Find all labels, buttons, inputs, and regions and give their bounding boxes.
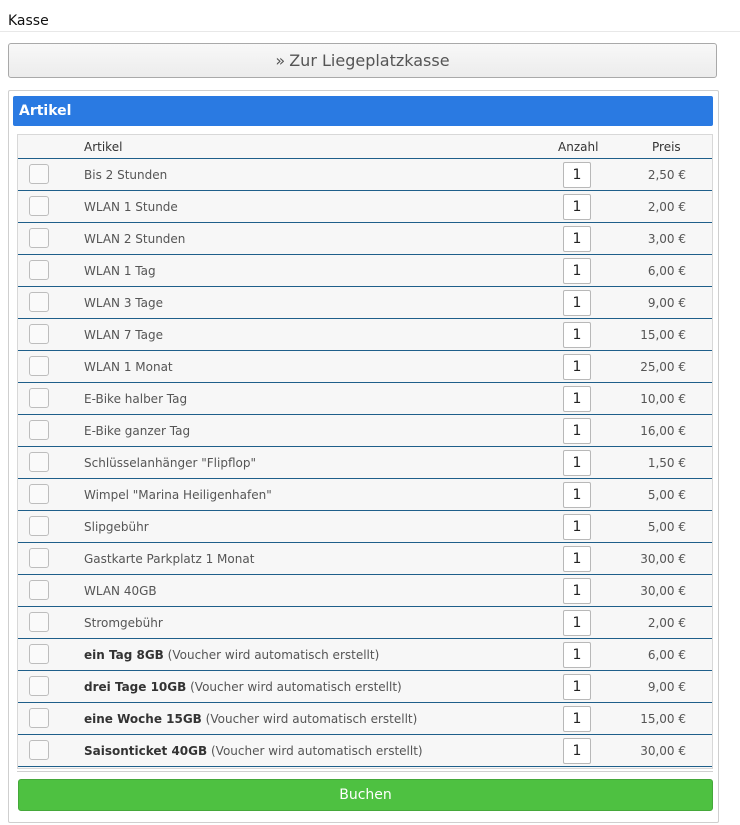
- row-select-checkbox[interactable]: [29, 228, 49, 248]
- table-row: [18, 511, 712, 543]
- table-row: [18, 223, 712, 255]
- table-header: [18, 135, 712, 159]
- table-row: [18, 479, 712, 511]
- table-body: [18, 159, 712, 767]
- row-quantity-input[interactable]: [563, 546, 591, 572]
- row-quantity-input[interactable]: [563, 706, 591, 732]
- row-quantity-input[interactable]: [563, 578, 591, 604]
- row-price: 9,00 €: [647, 680, 686, 694]
- row-article-name: Wimpel "Marina Heiligenhafen": [84, 488, 272, 502]
- row-price: 15,00 €: [640, 328, 686, 342]
- row-article-detail: (Voucher wird automatisch erstellt): [205, 712, 418, 726]
- row-price: 9,00 €: [647, 296, 686, 310]
- row-select-checkbox[interactable]: [29, 452, 49, 472]
- row-article-name: [84, 648, 379, 662]
- row-price: 30,00 €: [640, 584, 686, 598]
- row-article-name: [84, 712, 417, 726]
- row-price: 30,00 €: [640, 744, 686, 758]
- row-select-checkbox[interactable]: [29, 196, 49, 216]
- row-article-name: Gastkarte Parkplatz 1 Monat: [84, 552, 255, 566]
- row-article-name: WLAN 2 Stunden: [84, 232, 186, 246]
- heading-divider: [0, 31, 740, 32]
- table-row: [18, 543, 712, 575]
- row-select-checkbox[interactable]: [29, 164, 49, 184]
- table-row: [18, 447, 712, 479]
- panel-title: Artikel: [13, 96, 713, 126]
- row-quantity-input[interactable]: [563, 386, 591, 412]
- row-select-checkbox[interactable]: [29, 388, 49, 408]
- row-price: 5,00 €: [647, 520, 686, 534]
- row-quantity-input[interactable]: [563, 738, 591, 764]
- row-article-name: WLAN 1 Tag: [84, 264, 156, 278]
- row-quantity-input[interactable]: [563, 354, 591, 380]
- row-select-checkbox[interactable]: [29, 356, 49, 376]
- row-article-name: Bis 2 Stunden: [84, 168, 168, 182]
- table-row: [18, 319, 712, 351]
- liegeplatzkasse-label: Zur Liegeplatzkasse: [289, 51, 450, 70]
- table-row: [18, 607, 712, 639]
- column-header-preis: Preis: [652, 140, 681, 154]
- row-select-checkbox[interactable]: [29, 580, 49, 600]
- row-select-checkbox[interactable]: [29, 420, 49, 440]
- row-quantity-input[interactable]: [563, 226, 591, 252]
- row-article-title: eine Woche 15GB: [84, 712, 202, 726]
- row-article-detail: (Voucher wird automatisch erstellt): [210, 744, 423, 758]
- buchen-button[interactable]: Buchen: [18, 779, 713, 811]
- table-row: [18, 351, 712, 383]
- table-row: [18, 671, 712, 703]
- row-price: 5,00 €: [647, 488, 686, 502]
- row-select-checkbox[interactable]: [29, 292, 49, 312]
- row-quantity-input[interactable]: [563, 514, 591, 540]
- row-quantity-input[interactable]: [563, 162, 591, 188]
- row-price: 3,00 €: [647, 232, 686, 246]
- row-quantity-input[interactable]: [563, 450, 591, 476]
- row-article-name: WLAN 1 Monat: [84, 360, 173, 374]
- page-heading: Kasse: [8, 13, 49, 29]
- row-price: 2,00 €: [647, 200, 686, 214]
- row-article-title: ein Tag 8GB: [84, 648, 164, 662]
- table-row: [18, 735, 712, 767]
- row-select-checkbox[interactable]: [29, 260, 49, 280]
- row-price: 1,50 €: [647, 456, 686, 470]
- row-article-name: WLAN 3 Tage: [84, 296, 163, 310]
- row-price: 6,00 €: [647, 264, 686, 278]
- row-price: 15,00 €: [640, 712, 686, 726]
- row-quantity-input[interactable]: [563, 482, 591, 508]
- row-price: 10,00 €: [640, 392, 686, 406]
- row-quantity-input[interactable]: [563, 258, 591, 284]
- row-article-name: WLAN 7 Tage: [84, 328, 163, 342]
- table-row: [18, 255, 712, 287]
- table-row: [18, 639, 712, 671]
- row-select-checkbox[interactable]: [29, 484, 49, 504]
- row-select-checkbox[interactable]: [29, 324, 49, 344]
- row-price: 6,00 €: [647, 648, 686, 662]
- artikel-panel: [8, 90, 719, 823]
- table-row: [18, 575, 712, 607]
- row-price: 2,00 €: [647, 616, 686, 630]
- row-quantity-input[interactable]: [563, 610, 591, 636]
- row-article-name: [84, 680, 402, 694]
- table-row: [18, 383, 712, 415]
- row-article-name: WLAN 40GB: [84, 584, 157, 598]
- row-article-name: Slipgebühr: [84, 520, 149, 534]
- row-article-name: Schlüsselanhänger "Flipflop": [84, 456, 256, 470]
- row-article-name: [84, 744, 423, 758]
- row-price: 16,00 €: [640, 424, 686, 438]
- column-header-artikel: Artikel: [84, 140, 123, 154]
- row-quantity-input[interactable]: [563, 322, 591, 348]
- row-quantity-input[interactable]: [563, 642, 591, 668]
- row-price: 30,00 €: [640, 552, 686, 566]
- artikel-table: [17, 134, 713, 769]
- row-article-name: E-Bike halber Tag: [84, 392, 188, 406]
- row-article-title: drei Tage 10GB: [84, 680, 187, 694]
- row-select-checkbox[interactable]: [29, 740, 49, 760]
- row-article-detail: (Voucher wird automatisch erstellt): [190, 680, 402, 694]
- row-select-checkbox[interactable]: [29, 548, 49, 568]
- footer-divider: [17, 771, 713, 772]
- column-header-anzahl: Anzahl: [558, 140, 599, 154]
- row-price: 25,00 €: [640, 360, 686, 374]
- row-quantity-input[interactable]: [563, 418, 591, 444]
- double-chevron-right-icon: »: [275, 51, 286, 70]
- row-article-detail: (Voucher wird automatisch erstellt): [167, 648, 380, 662]
- row-price: 2,50 €: [647, 168, 686, 182]
- table-row: [18, 287, 712, 319]
- row-select-checkbox[interactable]: [29, 644, 49, 664]
- row-quantity-input[interactable]: [563, 290, 591, 316]
- row-article-name: WLAN 1 Stunde: [84, 200, 178, 214]
- row-select-checkbox[interactable]: [29, 516, 49, 536]
- table-row: [18, 415, 712, 447]
- row-quantity-input[interactable]: [563, 674, 591, 700]
- row-select-checkbox[interactable]: [29, 676, 49, 696]
- table-row: [18, 159, 712, 191]
- row-article-name: E-Bike ganzer Tag: [84, 424, 191, 438]
- liegeplatzkasse-button[interactable]: [8, 43, 717, 78]
- table-row: [18, 703, 712, 735]
- table-row: [18, 191, 712, 223]
- row-article-name: Stromgebühr: [84, 616, 163, 630]
- row-article-title: Saisonticket 40GB: [84, 744, 208, 758]
- row-select-checkbox[interactable]: [29, 708, 49, 728]
- row-quantity-input[interactable]: [563, 194, 591, 220]
- row-select-checkbox[interactable]: [29, 612, 49, 632]
